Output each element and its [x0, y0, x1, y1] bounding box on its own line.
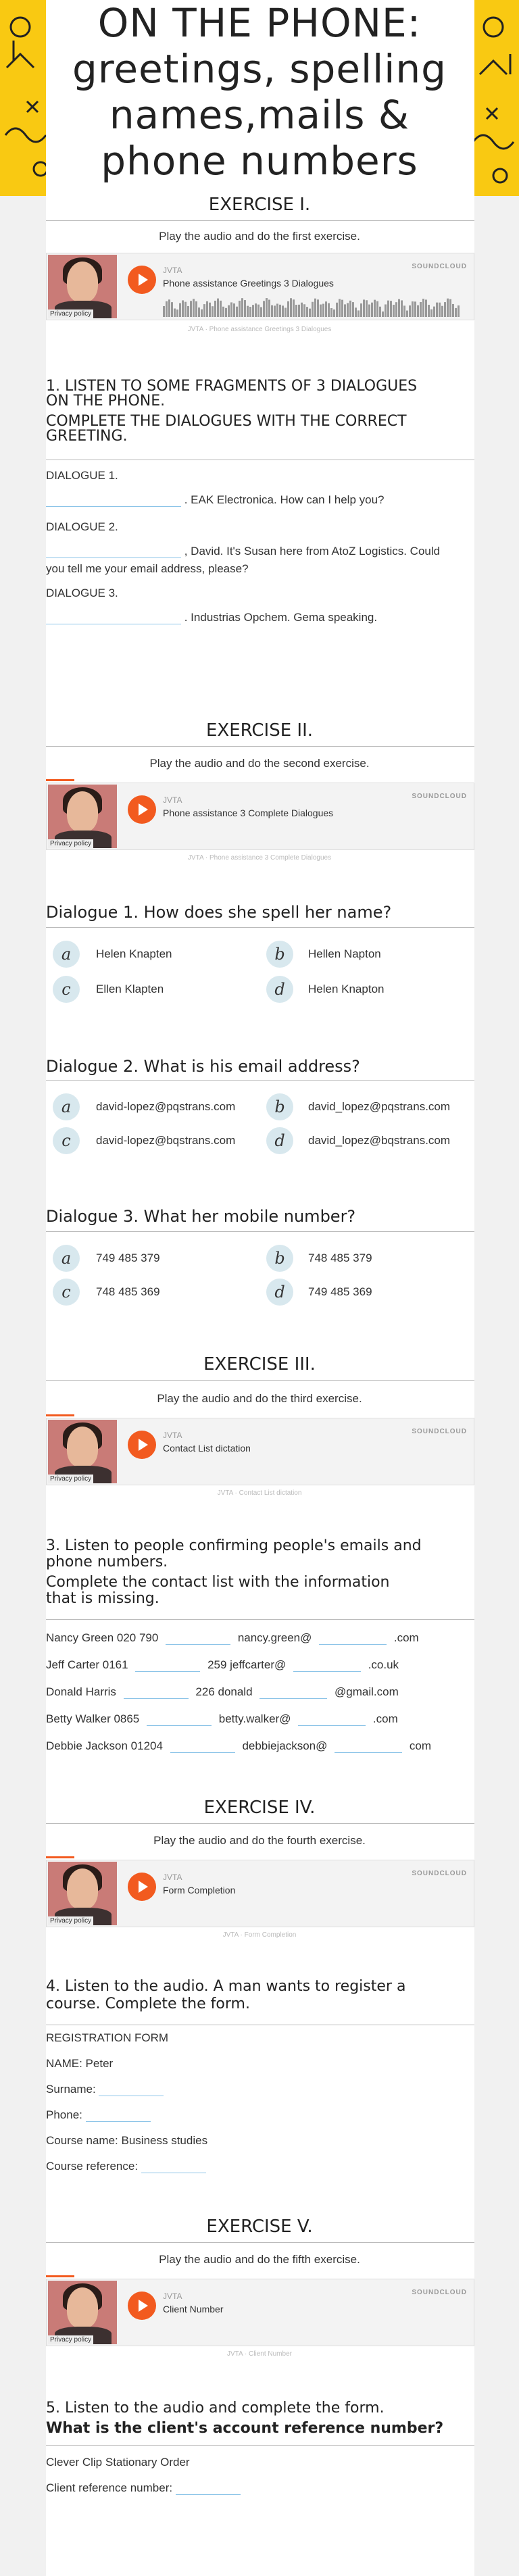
contact-text: .com	[372, 1712, 398, 1725]
form-label: Client reference number:	[46, 2481, 173, 2494]
dialogue-label: DIALOGUE 1.	[46, 469, 118, 482]
question-title: COMPLETE THE DIALOGUES WITH THE CORRECT	[46, 413, 407, 430]
option-d-badge[interactable]: d	[266, 1127, 293, 1154]
answer-input[interactable]	[319, 1632, 387, 1645]
privacy-link[interactable]: Privacy policy	[48, 1475, 93, 1483]
exercise-instruction: Play the audio and do the fourth exercise.	[153, 1834, 366, 1847]
soundcloud-logo[interactable]: SOUNDCLOUD	[412, 1428, 467, 1435]
dialogue-label: DIALOGUE 3.	[46, 587, 118, 599]
answer-input[interactable]	[46, 612, 181, 624]
option-a[interactable]: 749 485 379	[96, 1252, 160, 1264]
answer-input[interactable]	[260, 1686, 327, 1699]
form-label: Course reference:	[46, 2160, 139, 2173]
play-icon[interactable]	[128, 1431, 156, 1459]
option-a[interactable]: Helen Knapten	[96, 947, 172, 960]
player-caption: JVTA · Phone assistance Greetings 3 Dialogues	[187, 326, 332, 333]
question-title: Dialogue 1. How does she spell her name?	[46, 903, 392, 922]
contact-text: nancy.green@	[237, 1631, 312, 1644]
title-line: phone numbers	[101, 138, 418, 184]
contact-row	[46, 1739, 431, 1753]
artist-thumbnail	[48, 255, 117, 318]
divider	[46, 927, 474, 928]
form-name: NAME: Peter	[46, 2057, 114, 2070]
contact-text: Jeff Carter 0161	[46, 1658, 128, 1671]
artist-name[interactable]: JVTA	[163, 266, 182, 275]
audio-player[interactable]	[46, 2279, 474, 2346]
form-title: REGISTRATION FORM	[46, 2031, 169, 2044]
player-caption: JVTA · Phone assistance 3 Complete Dialogues	[187, 854, 332, 862]
exercise-instruction: Play the audio and do the fifth exercise.	[159, 2253, 360, 2266]
option-d-badge[interactable]: d	[266, 976, 293, 1003]
question-title: ON THE PHONE.	[46, 393, 166, 410]
divider	[46, 1080, 474, 1081]
option-d[interactable]: 749 485 369	[308, 1285, 372, 1298]
progress-bar	[46, 1414, 74, 1416]
answer-input[interactable]	[335, 1740, 402, 1753]
exercise-heading: EXERCISE II.	[205, 720, 314, 741]
contact-text: .co.uk	[368, 1658, 399, 1671]
audio-player[interactable]	[46, 783, 474, 850]
soundcloud-logo[interactable]: SOUNDCLOUD	[412, 263, 467, 270]
option-b[interactable]: Hellen Napton	[308, 947, 381, 960]
title-line: names,mails &	[109, 92, 410, 138]
soundcloud-logo[interactable]: SOUNDCLOUD	[412, 793, 467, 800]
privacy-link[interactable]: Privacy policy	[48, 2335, 93, 2344]
phone-input[interactable]	[86, 2109, 151, 2122]
privacy-link[interactable]: Privacy policy	[48, 309, 93, 318]
question-title: What is the client's account reference number?	[46, 2420, 444, 2437]
contact-text: .com	[393, 1631, 419, 1644]
option-b-badge[interactable]: b	[266, 941, 293, 968]
player-caption: JVTA · Form Completion	[222, 1931, 297, 1939]
contact-text: debbiejackson@	[242, 1739, 328, 1752]
contact-text: 226 donald	[195, 1685, 253, 1698]
exercise-heading: EXERCISE III.	[203, 1354, 316, 1374]
form-label: Surname:	[46, 2083, 96, 2096]
option-a-badge[interactable]: a	[53, 1245, 80, 1272]
artist-name[interactable]: JVTA	[163, 1873, 182, 1882]
play-icon[interactable]	[128, 1873, 156, 1901]
option-c[interactable]: david-lopez@bqstrans.com	[96, 1134, 236, 1147]
player-caption: JVTA · Contact List dictation	[217, 1489, 302, 1497]
surname-input[interactable]	[99, 2083, 164, 2096]
divider	[46, 746, 474, 747]
dialogue-text: , David. It's Susan here from AtoZ Logistics. Could	[184, 545, 441, 558]
exercise-instruction: Play the audio and do the first exercise.	[159, 230, 360, 243]
question-title: Dialogue 3. What her mobile number?	[46, 1207, 356, 1226]
answer-input[interactable]	[298, 1713, 366, 1726]
track-title[interactable]: Phone assistance 3 Complete Dialogues	[163, 808, 334, 818]
contact-text: com	[409, 1739, 431, 1752]
answer-input[interactable]	[170, 1740, 235, 1753]
answer-input[interactable]	[46, 545, 181, 558]
option-b[interactable]: 748 485 379	[308, 1252, 372, 1264]
artist-thumbnail	[48, 2281, 117, 2344]
audio-player[interactable]	[46, 253, 474, 320]
exercise-heading: EXERCISE I.	[208, 195, 311, 215]
progress-bar	[46, 2275, 74, 2277]
contact-row	[46, 1658, 399, 1672]
answer-input[interactable]	[293, 1659, 361, 1672]
divider	[46, 1380, 474, 1381]
exercise-instruction: Play the audio and do the third exercise.	[157, 1392, 362, 1405]
divider	[46, 220, 474, 221]
contact-text: betty.walker@	[218, 1712, 291, 1725]
option-c[interactable]: 748 485 369	[96, 1285, 160, 1298]
answer-input[interactable]	[135, 1659, 200, 1672]
audio-player[interactable]	[46, 1418, 474, 1485]
player-caption: JVTA · Client Number	[227, 2350, 292, 2358]
track-title[interactable]: Phone assistance Greetings 3 Dialogues	[163, 278, 334, 289]
question-title: Dialogue 2. What is his email address?	[46, 1057, 360, 1076]
track-title[interactable]: Client Number	[163, 2304, 224, 2314]
option-c-badge[interactable]: c	[53, 976, 80, 1003]
artist-name[interactable]: JVTA	[163, 1431, 182, 1440]
question-title: Complete the contact list with the information	[46, 1574, 390, 1591]
audio-player[interactable]	[46, 1860, 474, 1927]
form-course-name: Course name: Business studies	[46, 2134, 208, 2147]
option-a-badge[interactable]: a	[53, 1093, 80, 1120]
answer-input[interactable]	[124, 1686, 189, 1699]
soundcloud-logo[interactable]: SOUNDCLOUD	[412, 2289, 467, 2296]
option-c[interactable]: Ellen Klapten	[96, 983, 164, 995]
contact-text: Debbie Jackson 01204	[46, 1739, 163, 1752]
title-line: greetings, spelling	[72, 46, 447, 92]
divider	[46, 1619, 474, 1620]
play-icon[interactable]	[128, 266, 156, 294]
question-title: 4. Listen to the audio. A man wants to register a	[46, 1978, 406, 1995]
artist-thumbnail	[48, 1420, 117, 1483]
option-d[interactable]: david_lopez@bqstrans.com	[308, 1134, 451, 1147]
artist-name[interactable]: JVTA	[163, 2292, 182, 2301]
divider	[46, 1231, 474, 1232]
dialogue-text: . EAK Electronica. How can I help you?	[184, 493, 385, 506]
artist-thumbnail	[48, 1862, 117, 1925]
option-d[interactable]: Helen Knapton	[308, 983, 385, 995]
exercise-heading: EXERCISE V.	[206, 2216, 313, 2237]
question-title: 1. LISTEN TO SOME FRAGMENTS OF 3 DIALOGUES	[46, 378, 418, 395]
option-b-badge[interactable]: b	[266, 1093, 293, 1120]
option-c-badge[interactable]: c	[53, 1127, 80, 1154]
contact-text: Donald Harris	[46, 1685, 116, 1698]
contact-row	[46, 1631, 419, 1645]
option-c-badge[interactable]: c	[53, 1279, 80, 1306]
answer-input[interactable]	[46, 494, 181, 507]
dialogue-text: . Industrias Opchem. Gema speaking.	[184, 611, 378, 624]
artist-thumbnail	[48, 785, 117, 848]
dialogue-text: you tell me your email address, please?	[46, 562, 249, 575]
progress-bar	[46, 1856, 74, 1858]
contact-text: @gmail.com	[335, 1685, 399, 1698]
divider	[46, 1823, 474, 1824]
option-b[interactable]: david_lopez@pqstrans.com	[308, 1100, 451, 1113]
order-title: Clever Clip Stationary Order	[46, 2456, 190, 2469]
form-label: Phone:	[46, 2108, 82, 2121]
track-title[interactable]: Contact List dictation	[163, 1443, 251, 1454]
question-title: GREETING.	[46, 428, 128, 445]
artist-name[interactable]: JVTA	[163, 795, 182, 805]
course-reference-input[interactable]	[141, 2160, 206, 2173]
option-d-badge[interactable]: d	[266, 1279, 293, 1306]
answer-input[interactable]	[166, 1632, 230, 1645]
contact-text: Nancy Green 020 790	[46, 1631, 159, 1644]
play-icon[interactable]	[128, 795, 156, 824]
exercise-heading: EXERCISE IV.	[203, 1798, 316, 1818]
contact-text: 259 jeffcarter@	[207, 1658, 287, 1671]
answer-input[interactable]	[147, 1713, 212, 1726]
question-title: phone numbers.	[46, 1554, 168, 1570]
divider	[46, 2445, 474, 2446]
worksheet-title	[54, 0, 465, 193]
contact-row	[46, 1712, 398, 1726]
exercise-instruction: Play the audio and do the second exercise.	[149, 757, 370, 770]
privacy-link[interactable]: Privacy policy	[48, 839, 93, 848]
question-title: 5. Listen to the audio and complete the form.	[46, 2400, 385, 2417]
track-title[interactable]: Form Completion	[163, 1885, 236, 1896]
client-reference-input[interactable]	[176, 2482, 241, 2495]
play-icon[interactable]	[128, 2292, 156, 2320]
option-a[interactable]: david-lopez@pqstrans.com	[96, 1100, 236, 1113]
contact-text: Betty Walker 0865	[46, 1712, 140, 1725]
question-title: course. Complete the form.	[46, 1996, 250, 2012]
option-a-badge[interactable]: a	[53, 941, 80, 968]
question-title: that is missing.	[46, 1590, 159, 1607]
progress-bar	[46, 779, 74, 781]
question-title: 3. Listen to people confirming people's emails and	[46, 1537, 422, 1554]
contact-row	[46, 1685, 399, 1699]
divider	[46, 2242, 474, 2243]
waveform[interactable]	[163, 295, 467, 317]
privacy-link[interactable]: Privacy policy	[48, 1916, 93, 1925]
dialogue-label: DIALOGUE 2.	[46, 520, 118, 533]
soundcloud-logo[interactable]: SOUNDCLOUD	[412, 1870, 467, 1877]
title-line: ON THE PHONE:	[97, 0, 422, 46]
option-b-badge[interactable]: b	[266, 1245, 293, 1272]
